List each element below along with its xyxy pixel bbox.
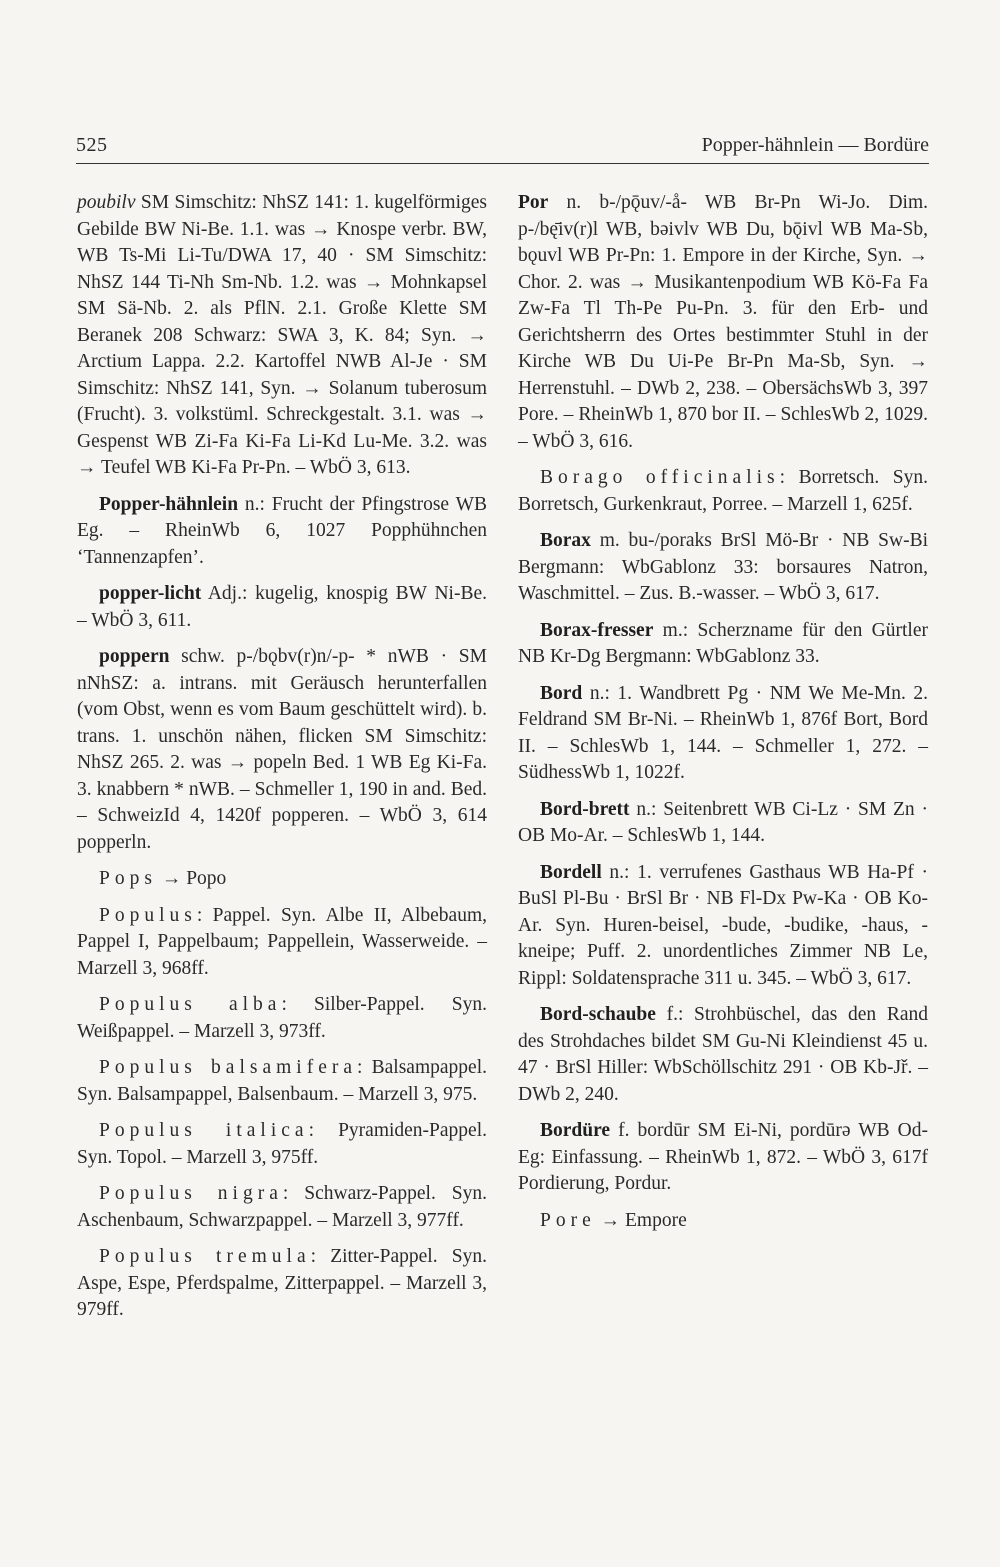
entry-text: f.: Strohbüschel, das den Rand des Strohdaches bildet SM Gu-Ni Kleindienst 45 u. 47 · BrSl Hiller: WbSchöllschitz 291 · OB Kb-Jř. – DWb 2, 240. bbox=[518, 1004, 928, 1105]
left-column bbox=[77, 190, 487, 1334]
entry-headword: Por bbox=[518, 192, 549, 213]
entry-headword: Popper-hähnlein bbox=[99, 493, 239, 515]
dictionary-entry bbox=[77, 903, 487, 983]
entry-text: : Borretsch. Syn. Borretsch, Gurkenkraut, Porree. – Marzell 1, 625f. bbox=[518, 467, 928, 515]
entry-headword: Bord bbox=[540, 682, 583, 704]
entry-text: : Zitter-Pappel. Syn. Aspe, Espe, Pferdspalme, Zitterpappel. – Marzell 3, 979ff. bbox=[77, 1246, 487, 1320]
dictionary-entry bbox=[518, 860, 928, 993]
dictionary-entry bbox=[77, 1244, 487, 1324]
dictionary-entry bbox=[77, 1055, 487, 1108]
entry-text: n.: 1. Wandbrett Pg · NM We Me-Mn. 2. Feldrand SM Br-Ni. – RheinWb 1, 876f Bort, Bord II. – SchlesWb 1, 144. – Schmeller 1, 272. – SüdhessWb 1, 1022f. bbox=[518, 682, 928, 783]
dictionary-entry bbox=[77, 1181, 487, 1234]
entry-text: n.: Frucht der Pfingstrose WB Eg. – RheinWb 6, 1027 Popphühnchen ‘Tannenzapfen’. bbox=[77, 493, 487, 568]
entry-headword: Populus italica bbox=[99, 1120, 309, 1141]
entry-headword: Bord-brett bbox=[540, 798, 630, 820]
entry-headword: Borax bbox=[540, 530, 591, 551]
page-number: 525 bbox=[76, 134, 108, 156]
dictionary-entry bbox=[518, 797, 928, 850]
page-header bbox=[76, 128, 929, 162]
entry-headword: Populus tremula bbox=[99, 1246, 311, 1267]
entry-headword: Bordell bbox=[540, 861, 602, 883]
entry-text: m. bu-/poraks BrSl Mö-Br · NB Sw-Bi Bergmann: WbGablonz 33: borsaures Natron, Waschmittel. – Zus. B.-wasser. – WbÖ 3, 617. bbox=[518, 530, 928, 604]
entry-text: f. bordūr SM Ei-Ni, pordūrə WB Od-Eg: Einfassung. – RheinWb 1, 872. – WbÖ 3, 617f Pordierung, Pordur. bbox=[518, 1120, 928, 1194]
entry-headword: Populus balsamifera bbox=[99, 1057, 358, 1078]
entry-text: : Pappel. Syn. Albe II, Albebaum, Pappel I, Pappelbaum; Pappellein, Wasserweide. – Marzell 3, 968ff. bbox=[77, 904, 487, 979]
entry-headword: poppern bbox=[99, 646, 170, 667]
entry-text: SM Simschitz: NhSZ 141: 1. kugelförmiges Gebilde BW Ni-Be. 1.1. was → Knospe verbr. BW, WB Ts-Mi Li-Tu/DWA 17, 40 · SM Simschitz: NhSZ 144 Ti-Nh Sm-Nb. 1.2. was → Mohnkapsel SM Sä-Nb. 2. als PflN. 2.1. Große Klette SM Beranek 208 Schwarz: SWA 3, K. 84; Syn. → Arctium Lappa. 2.2. Kartoffel NWB Al-Je · SM Simschitz: NhSZ 141, Syn. → Solanum tuberosum (Frucht). 3. volkstüml. Schreckgestalt. 3.1. was → Gespenst WB Zi-Fa Ki-Fa Li-Kd Lu-Me. 3.2. was → Teufel WB Ki-Fa Pr-Pn. – WbÖ 3, 613. bbox=[77, 192, 487, 478]
entry-text: → Popo bbox=[156, 868, 227, 889]
dictionary-entry bbox=[77, 644, 487, 856]
entry-text: → Empore bbox=[595, 1209, 687, 1231]
entry-headword: Pore bbox=[540, 1209, 596, 1231]
entry-text: : Silber-Pappel. Syn. Weißpappel. – Marzell 3, 973ff. bbox=[77, 994, 487, 1042]
entry-headword: Bord-schaube bbox=[540, 1004, 656, 1025]
entry-text: n.: 1. verrufenes Gasthaus WB Ha-Pf · BuSl Pl-Bu · BrSl Br · NB Fl-Dx Pw-Ka · OB Ko-Ar. Syn. Huren-beisel, -bude, -budike, -haus, -kneipe; Puff. 2. unordentliches Zimmer NB Le, Rippl: Soldatensprache 311 u. 345. – WbÖ 3, 617. bbox=[518, 861, 928, 989]
dictionary-entry bbox=[518, 681, 928, 787]
dictionary-entry bbox=[77, 992, 487, 1045]
dictionary-entry bbox=[77, 581, 487, 634]
running-title: Popper-hähnlein — Bordüre bbox=[701, 134, 929, 156]
entry-headword: Pops bbox=[99, 868, 157, 889]
header-rule bbox=[76, 163, 929, 164]
right-column bbox=[518, 190, 928, 1244]
entry-text: : Schwarz-Pappel. Syn. Aschenbaum, Schwarzpappel. – Marzell 3, 977ff. bbox=[77, 1183, 487, 1231]
entry-headword: Borax-fresser bbox=[540, 619, 654, 641]
dictionary-entry bbox=[77, 492, 487, 572]
entry-text: n. b-/pǭuv/-å- WB Br-Pn Wi-Jo. Dim. p-/bę̄iv(r)l WB, bəivlv WB Du, bǭivl WB Ma-Sb, bǫuvl WB Pr-Pn: 1. Empore in der Kirche, Syn. → Chor. 2. was → Musikantenpodium WB Kö-Fa Fa Zw-Fa Tl Th-Pe Pu-Pn. 3. für den Erb- und Gerichtsherrn des Ortes bestimmter Stuhl in der Kirche WB Du Ui-Pe Br-Pn Ma-Sb, Syn. → Herrenstuhl. – DWb 2, 238. – ObersächsWb 3, 397 Pore. – RheinWb 1, 870 bor II. – SchlesWb 2, 1029. – WbÖ 3, 616. bbox=[518, 192, 928, 452]
dictionary-entry bbox=[518, 1118, 928, 1198]
dictionary-entry bbox=[77, 190, 487, 482]
dictionary-entry bbox=[518, 1002, 928, 1108]
dictionary-entry bbox=[518, 528, 928, 608]
entry-headword: Bordüre bbox=[540, 1120, 611, 1141]
entry-text: Adj.: kugelig, knospig BW Ni-Be. – WbÖ 3, 611. bbox=[77, 583, 487, 631]
dictionary-entry bbox=[518, 465, 928, 518]
entry-text: m.: Scherzname für den Gürtler NB Kr-Dg Bergmann: WbGablonz 33. bbox=[518, 619, 928, 667]
entry-text: n.: Seitenbrett WB Ci-Lz · SM Zn · OB Mo-Ar. – SchlesWb 1, 144. bbox=[518, 798, 928, 846]
entry-headword: Populus bbox=[99, 904, 197, 926]
entry-text: : Pyramiden-Pappel. Syn. Topol. – Marzell 3, 975ff. bbox=[77, 1120, 487, 1168]
entry-headword: Borago officinalis bbox=[540, 467, 780, 488]
dictionary-entry bbox=[518, 618, 928, 671]
entry-headword: Populus alba bbox=[99, 994, 282, 1015]
dictionary-entry bbox=[77, 1118, 487, 1171]
dictionary-entry bbox=[518, 1208, 928, 1235]
entry-text: : Balsampappel. Syn. Balsampappel, Balsenbaum. – Marzell 3, 975. bbox=[77, 1057, 487, 1105]
entry-headword: Populus nigra bbox=[99, 1183, 283, 1204]
entry-headword: popper-licht bbox=[99, 583, 202, 604]
entry-text: schw. p-/bǫbv(r)n/-p- * nWB · SM nNhSZ: a. intrans. mit Geräusch herunterfallen (vom Obst, wenn es vom Baum geschüttelt wird). b. trans. 1. unschön nähen, flicken SM Simschitz: NhSZ 265. 2. was → popeln Bed. 1 WB Eg Ki-Fa. 3. knabbern * nWB. – Schmeller 1, 190 in and. Bed. – SchweizId 4, 1420f popperen. – WbÖ 3, 614 popperln. bbox=[77, 646, 487, 853]
entry-headword: poubilv bbox=[77, 192, 136, 213]
dictionary-entry bbox=[518, 190, 928, 455]
dictionary-entry bbox=[77, 866, 487, 893]
